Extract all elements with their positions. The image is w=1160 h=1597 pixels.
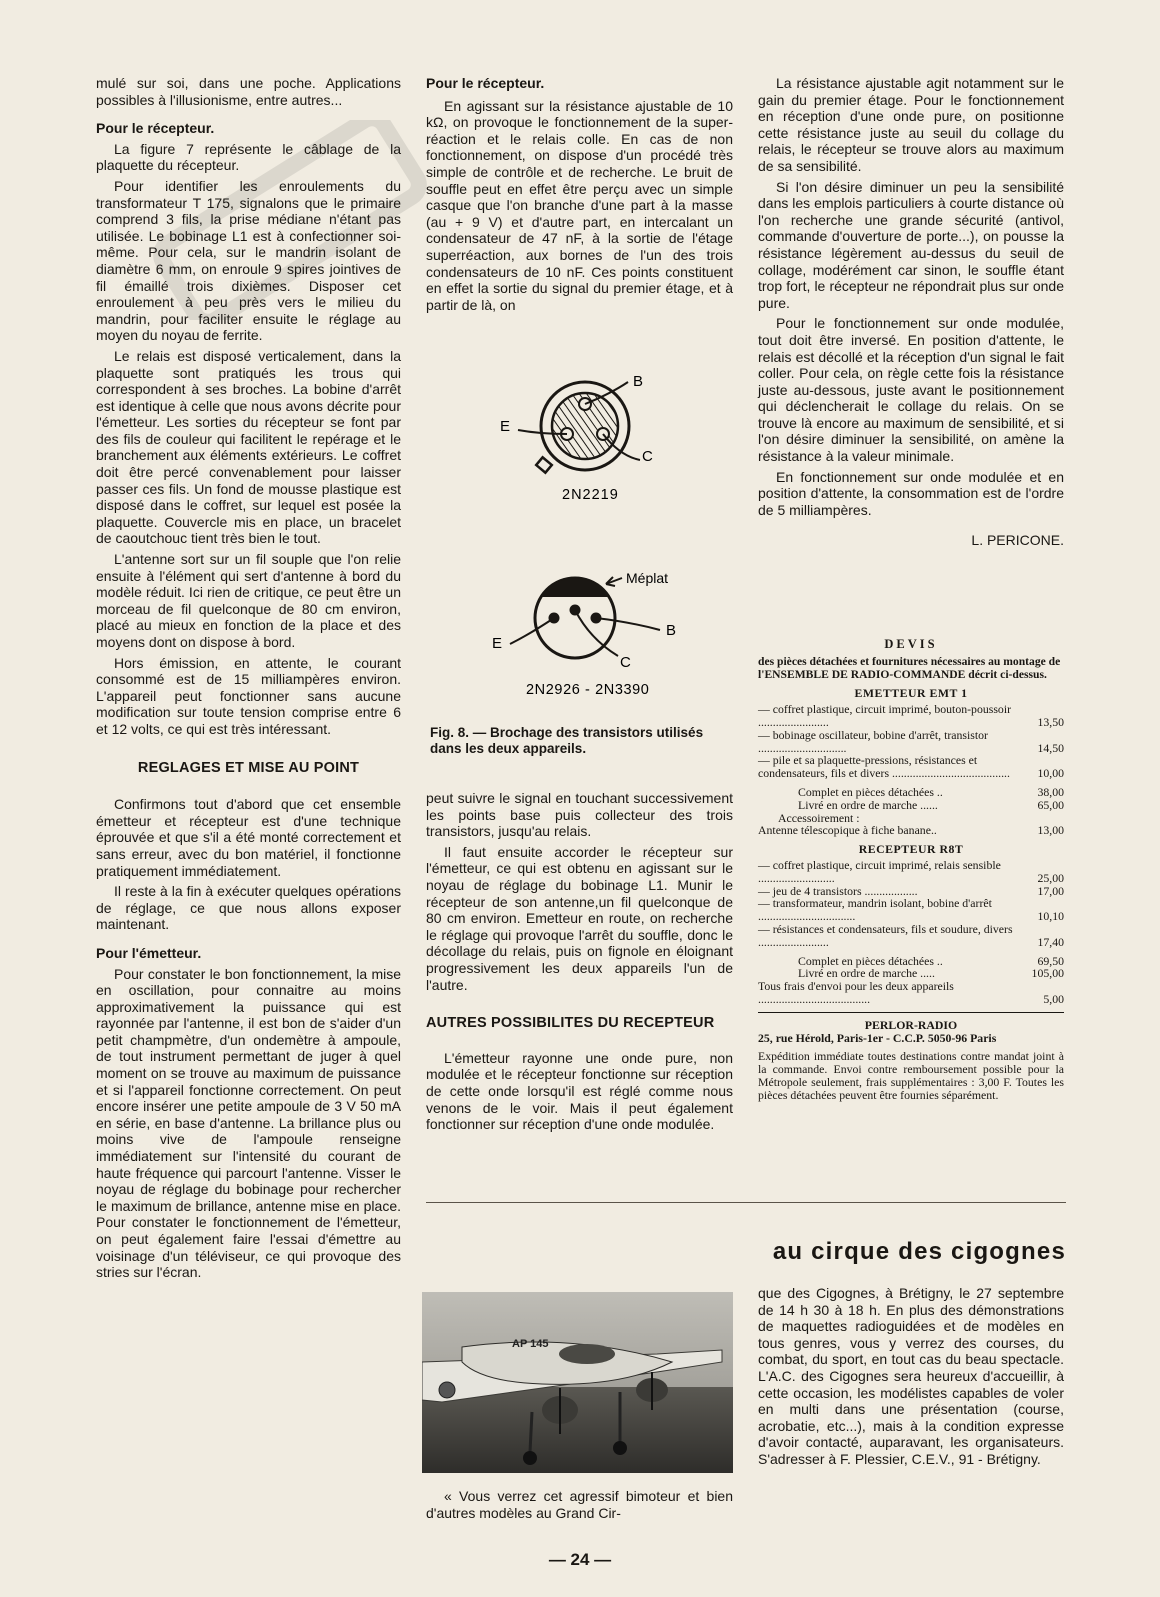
- paragraph: peut suivre le signal en touchant successivement les points base puis collecteur des trois transistors, jusqu'au relais.: [426, 790, 733, 840]
- paragraph: mulé sur soi, dans une poche. Applications possibles à l'illusionisme, entre autres...: [96, 75, 401, 108]
- price-row-ready: Livré en ordre de marche ...... 65,00: [798, 797, 1064, 812]
- subheading-recepteur: Pour le récepteur.: [96, 120, 215, 137]
- price-row: — coffret plastique, circuit imprimé, relais sensible .......................... 25,00: [758, 857, 1064, 885]
- paragraph: Pour constater le bon fonctionnement, la mise en oscillation, pour connaitre au moins approximativement la puissance qui est rayonnée par l'antenne, il est bon de s'aider d'un petit champmètre, d'un ondemètre à ampoule, de tout instrument permettant de juger à quel moment on se trouve au maximum de puissance et si l'appareil fonctionne correctement. On peut encore insérer une petite ampoule de 3 V 50 mA en série, en base d'antenne. La brillance plus ou moins vive de l'ampoule renseigne immédiatement sur l'intensité du courant de haute fréquence qui parcourt l'antenne. Visser le noyau de réglage du bobinage pour rechercher le maximum de brillance, antenne mise en place. Pour constater le fonctionnement de l'émetteur, on peut également faire l'essai d'émettre au voisinage d'un téléviseur, ce qui provoque des stries sur l'écran.: [96, 965, 401, 1281]
- column-middle-top: [426, 75, 733, 313]
- pin-e-label: E: [492, 635, 503, 652]
- pin-b-label: B: [666, 622, 677, 639]
- photo-caption: [426, 1488, 733, 1521]
- paragraph: En agissant sur la résistance ajustable de 10 kΩ, on provoque le fonctionnement de la super-réaction et le relais colle. En cas de non fonctionnement, on dispose d'un procédé très simple de contrôle et de recherche. Le bruit de souffle peut en effet être perçu avec un simple casque que l'on branche d'une part à la masse (au + 9 V) et d'autre part, en intercalant un condensateur de 47 nF, à la sortie de l'étage superréaction, aux bornes de l'un des trois condensateurs de 10 nF. Ces points constituent en effet la sortie du signal du premier étage, et à partir de là, on: [426, 97, 733, 313]
- transistor-pinout-figure: [470, 364, 710, 704]
- price-row: — coffret plastique, circuit imprimé, bouton-poussoir ........................ 13,50: [758, 702, 1064, 729]
- author-signature: L. PERICONE.: [971, 532, 1064, 549]
- shipping-note: Expédition immédiate toutes destinations contre mandat joint à la commande. Envoi contre remboursement possible pour la Métropole seulement, frais supplémentaires : 3,00 F. Toutes les pièces détachées peuvent être fournies séparément.: [758, 1049, 1064, 1102]
- transistor-2n2219-diagram: [518, 382, 640, 473]
- subheading-emetteur: Pour l'émetteur.: [96, 944, 202, 961]
- divider: [426, 1202, 1066, 1203]
- paragraph: Hors émission, en attente, le courant consommé est de 15 milliampères environ. L'appareil peut fonctionner sans aucune modification sur toute tension comprise entre 6 et 12 volts, ce qui est très intéressant.: [96, 654, 401, 737]
- transistor-1-label: 2N2219: [562, 487, 619, 503]
- paragraph: Pour le fonctionnement sur onde modulée, tout doit être inversé. En position d'attente, le relais est décollé et la réception d'un signal le fait coller. Pour cela, on règle cette fois la résistance juste au-dessous, juste avant le positionnement qui déclencherait le collage du relais. On se trouve là encore au maximum de sensibilité, et si l'on désire diminuer la sensibilité, on amène la résistance à la valeur minimale.: [758, 315, 1064, 465]
- pin-c-label: C: [620, 654, 631, 671]
- paragraph: La résistance ajustable agit notamment sur le gain du premier étage. Pour le fonctionnement en réception d'une onde pure, on positionne cette résistance juste au seuil du collage du relais, le récepteur se trouve alors au maximum de sa sensibilité.: [758, 75, 1064, 174]
- paragraph: Il faut ensuite accorder le récepteur sur l'émetteur, ce qui est obtenu en agissant sur le noyau de réglage du bobinage L1. Munir le récepteur de son antenne,un fil quelconque de 80 cm environ. Emetteur en route, on recherche le réglage qui provoque l'arrêt du souffle, donc le décollage du relais, puis on fignole en éloignant progressivement les deux appareils l'un de l'autre.: [426, 843, 733, 993]
- column-left: [96, 75, 401, 1281]
- devis-subtitle: des pièces détachées et fournitures nécessaires au montage de l'ENSEMBLE DE RADIO-COMMANDE décrit ci-dessus.: [758, 654, 1061, 681]
- photo-caption-text: « Vous verrez cet agressif bimoteur et bien d'autres modèles au Grand Cir-: [426, 1488, 733, 1521]
- price-row: Antenne télescopique à fiche banane.. 13,00: [758, 823, 1064, 838]
- paragraph: L'antenne sort sur un fil souple que l'on relie ensuite à l'élément qui sert d'antenne à bord du modèle réduit. Ici rien de critique, ce peut être un morceau de fil quelconque de 80 cm environ, placé au mieux en fonction de la place et des moyens dont on dispose à bord.: [96, 551, 401, 650]
- paragraph: L'émetteur rayonne une onde pure, non modulée et le récepteur fonctionne sur réception de cette onde lorsqu'il est réglé comme nous venons de le voir. Mais il peut également fonctionner sur réception d'une onde modulée.: [426, 1049, 733, 1133]
- emetteur-title: EMETTEUR EMT 1: [854, 686, 968, 701]
- paragraph: Confirmons tout d'abord que cet ensemble émetteur et récepteur est d'une technique éprouvée et que s'il a été monté correctement et sans erreur, avec du bon matériel, il fonctionne pratiquement immédiatement.: [96, 796, 401, 879]
- meplat-label: Méplat: [626, 570, 669, 586]
- pin-c-label: C: [642, 448, 653, 465]
- airplane-marking: AP 145: [512, 1338, 549, 1350]
- paragraph: Il reste à la fin à exécuter quelques opérations de réglage, ce que nous allons exposer maintenant.: [96, 883, 401, 933]
- paragraph: Le relais est disposé verticalement, dans la plaquette sont pratiqués les trous qui correspondent à ses broches. La bobine d'arrêt est identique à celle que nous avons décrite pour l'émetteur. Les sorties du récepteur se font par des fils de couleur qui facilitent le repérage et le branchement aux éléments extérieurs. Le coffret doit être percé convenablement pour laisser passer ces fils. Un fond de mousse plastique est disposé dans le coffret, sur lequel est posée la plaquette. Couvercle mis en place, un bracelet de caoutchouc tient très bien le tout.: [96, 347, 401, 547]
- price-row-ready: Livré en ordre de marche ..... 105,00: [798, 966, 1064, 981]
- paragraph: Si l'on désire diminuer un peu la sensibilité dans les emplois particuliers à courte distance où l'on recherche une grande sécurité (antivol, commande d'ouverture de porte...), on pousse la résistance légèrement au-dessus du seuil de collage, modérément car sinon, le souffle étant trop fort, le récepteur ne répondrait plus sur onde pure.: [758, 178, 1064, 311]
- divider: [758, 1012, 1064, 1013]
- price-row: — résistances et condensateurs, fils et soudure, divers ........................ 17,40: [758, 921, 1064, 949]
- price-row-complete: Complet en pièces détachées .. 38,00: [798, 784, 1064, 799]
- paragraph: Pour identifier les enroulements du transformateur T 175, signalons que le primaire comprend 3 fils, la prise médiane n'étant pas utilisée. Le bobinage L1 est à confectionner soi-même. Pour cela, sur le mandrin isolant de diamètre 6 mm, on enroule 9 spires jointives de fil émaillé trois dixièmes. Disposer cet enroulement à peu près vers le milieu du mandrin, pour faciliter ensuite le réglage au moyen du noyau de ferrite.: [96, 177, 401, 344]
- transistor-2-label: 2N2926 - 2N3390: [526, 682, 650, 698]
- section-heading-autres: AUTRES POSSIBILITES DU RECEPTEUR: [426, 1015, 715, 1032]
- transistor-2n2926-diagram: [510, 577, 660, 658]
- price-quote-box: [758, 638, 1064, 1102]
- price-row: — jeu de 4 transistors .................. 17,00: [758, 883, 1064, 898]
- article-cirque-text: [758, 1285, 1064, 1468]
- paragraph: que des Cigognes, à Brétigny, le 27 septembre de 14 h 30 à 18 h. En plus des démonstrations de maquettes radioguidées et de modèles en tous genres, vous y verrez des courses, du combat, du sport, en tout cas du beau spectacle. L'A.C. des Cigognes sera heureux d'accueillir, à cette occasion, les modélistes capables de voler en multi dans une présentation (course, acrobatie, etc...), mais à la condition expresse d'avoir contacté, auparavant, les organisateurs. S'adresser à F. Plessier, C.E.V., 91 - Brétigny.: [758, 1285, 1064, 1467]
- paragraph: La figure 7 représente le câblage de la plaquette du récepteur.: [96, 140, 401, 174]
- page-number: — 24 —: [548, 1550, 612, 1569]
- price-row-complete: Complet en pièces détachées .. 69,50: [798, 953, 1064, 968]
- section-heading-reglages: REGLAGES ET MISE AU POINT: [137, 759, 360, 776]
- pin-b-label: B: [633, 373, 644, 390]
- pin-e-label: E: [500, 418, 511, 435]
- price-row: — pile et sa plaquette-pressions, résistances et condensateurs, fils et divers ........................................ 10,00: [758, 753, 1064, 781]
- subheading-recepteur: Pour le récepteur.: [426, 75, 545, 91]
- firm-name: PERLOR-RADIO: [864, 1017, 958, 1032]
- column-middle-continued: [426, 790, 733, 1133]
- recepteur-title: RECEPTEUR R8T: [858, 842, 964, 857]
- devis-title: DEVIS: [884, 637, 938, 651]
- firm-address: 25, rue Hérold, Paris-1er - C.C.P. 5050-96 Paris: [758, 1030, 997, 1045]
- accessoirement-label: Accessoirement :: [778, 810, 860, 825]
- price-row: — transformateur, mandrin isolant, bobine d'arrêt ................................. 10,10: [758, 896, 1064, 924]
- price-row-shipping: Tous frais d'envoi pour les deux appareils ...................................... 5,00: [758, 979, 1064, 1006]
- article-title-cirque: au cirque des cigognes: [772, 1238, 1066, 1265]
- column-right: [758, 75, 1064, 549]
- price-row: — bobinage oscillateur, bobine d'arrêt, transistor .............................. 14,50: [758, 727, 1064, 755]
- paragraph: En fonctionnement sur onde modulée et en position d'attente, la consommation est de l'ordre de 5 milliampères.: [758, 468, 1064, 518]
- figure-caption: Fig. 8. — Brochage des transistors utilisés dans les deux appareils.: [430, 725, 704, 756]
- model-airplane-photo: [422, 1292, 733, 1473]
